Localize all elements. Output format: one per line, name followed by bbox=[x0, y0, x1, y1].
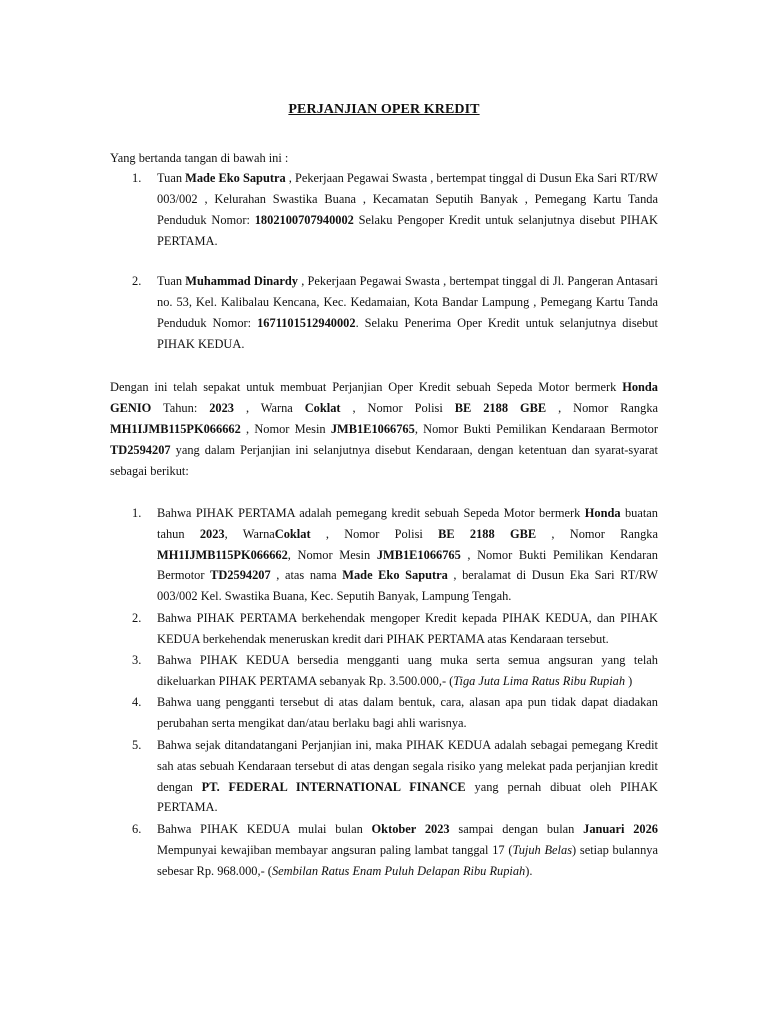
party-nik: 1671101512940002 bbox=[257, 316, 356, 330]
term-number: 6. bbox=[132, 822, 142, 836]
party-nik: 1802100707940002 bbox=[254, 213, 354, 227]
term-number: 4. bbox=[132, 695, 142, 709]
party-name: Muhammad Dinardy bbox=[185, 274, 298, 288]
party-name: Made Eko Saputra bbox=[185, 171, 286, 185]
term-text: Bahwa uang pengganti tersebut di atas dalam bentuk, cara, alasan apa pun tidak dapat diadakan perubahan serta mengikat dan/atau berlaku bagi ahli warisnya. bbox=[157, 695, 658, 730]
term-number: 2. bbox=[132, 611, 142, 625]
term-number: 3. bbox=[132, 653, 142, 667]
term-text: Bahwa PIHAK KEDUA bersedia mengganti uang muka serta semua angsuran yang telah dikeluarkan PIHAK PERTAMA sebanyak Rp. 3.500.000,- (Tiga Juta Lima Ratus Ribu Rupiah ) bbox=[157, 653, 658, 688]
intro-text: Yang bertanda tangan di bawah ini : bbox=[110, 151, 289, 165]
party-number: 1. bbox=[132, 171, 142, 185]
term-number: 1. bbox=[132, 506, 142, 520]
term-text: Bahwa PIHAK KEDUA mulai bulan Oktober 2023 sampai dengan bulan Januari 2026 Mempunyai kewajiban membayar angsuran paling lambat tanggal 17 (Tujuh Belas) setiap bulannya sebesar Rp. 968.000,- (Sembilan Ratus Enam Puluh Delapan Ribu Rupiah). bbox=[157, 822, 658, 878]
agreement-paragraph: Dengan ini telah sepakat untuk membuat Perjanjian Oper Kredit sebuah Sepeda Motor bermerk Honda GENIO Tahun: 2023 , Warna Coklat , Nomor Polisi BE 2188 GBE , Nomor Rangka MH1IJMB115PK066662 , Nomor Mesin JMB1E1066765, Nomor Bukti Pemilikan Kendaraan Bermotor TD2594207 yang dalam Perjanjian ini selanjutnya disebut Kendaraan, dengan ketentuan dan syarat-syarat sebagai berikut: bbox=[110, 380, 659, 478]
party-text: Tuan Made Eko Saputra , Pekerjaan Pegawai Swasta , bertempat tinggal di Dusun Eka Sari RT/RW 003/002 , Kelurahan Swastika Buana , Kecamatan Seputih Banyak , Pemegang Kartu Tanda Penduduk Nomor: 1802100707940002 Selaku Pengoper Kredit untuk selanjutnya disebut PIHAK PERTAMA. bbox=[157, 171, 658, 248]
term-text: Bahwa sejak ditandatangani Perjanjian ini, maka PIHAK KEDUA adalah sebagai pemegang Kredit sah atas sebuah Kendaraan tersebut di atas dengan segala risiko yang melekat pada perjanjian kredit dengan PT. FEDERAL INTERNATIONAL FINANCE yang pernah dibuat oleh PIHAK PERTAMA. bbox=[157, 738, 658, 815]
term-number: 5. bbox=[132, 738, 142, 752]
party-number: 2. bbox=[132, 274, 142, 288]
term-text: Bahwa PIHAK PERTAMA adalah pemegang kredit sebuah Sepeda Motor bermerk Honda buatan tahun 2023, WarnaCoklat , Nomor Polisi BE 2188 GBE , Nomor Rangka MH1IJMB115PK066662, Nomor Mesin JMB1E1066765 , Nomor Bukti Pemilikan Kendaran Bermotor TD2594207 , atas nama Made Eko Saputra , beralamat di Dusun Eka Sari RT/RW 003/002 Kel. Swastika Buana, Kec. Seputih Banyak, Lampung Tengah. bbox=[157, 506, 659, 604]
party-text: Tuan Muhammad Dinardy , Pekerjaan Pegawai Swasta , bertempat tinggal di Jl. Pangeran Antasari no. 53, Kel. Kalibalau Kencana, Kec. Kedamaian, Kota Bandar Lampung , Pemegang Kartu Tanda Penduduk Nomor: 1671101512940002. Selaku Penerima Oper Kredit untuk selanjutnya disebut PIHAK KEDUA. bbox=[157, 274, 659, 351]
term-text: Bahwa PIHAK PERTAMA berkehendak mengoper Kredit kepada PIHAK KEDUA, dan PIHAK KEDUA berkehendak meneruskan kredit dari PIHAK PERTAMA atas Kendaraan tersebut. bbox=[157, 611, 658, 646]
document-title: PERJANJIAN OPER KREDIT bbox=[288, 102, 480, 117]
